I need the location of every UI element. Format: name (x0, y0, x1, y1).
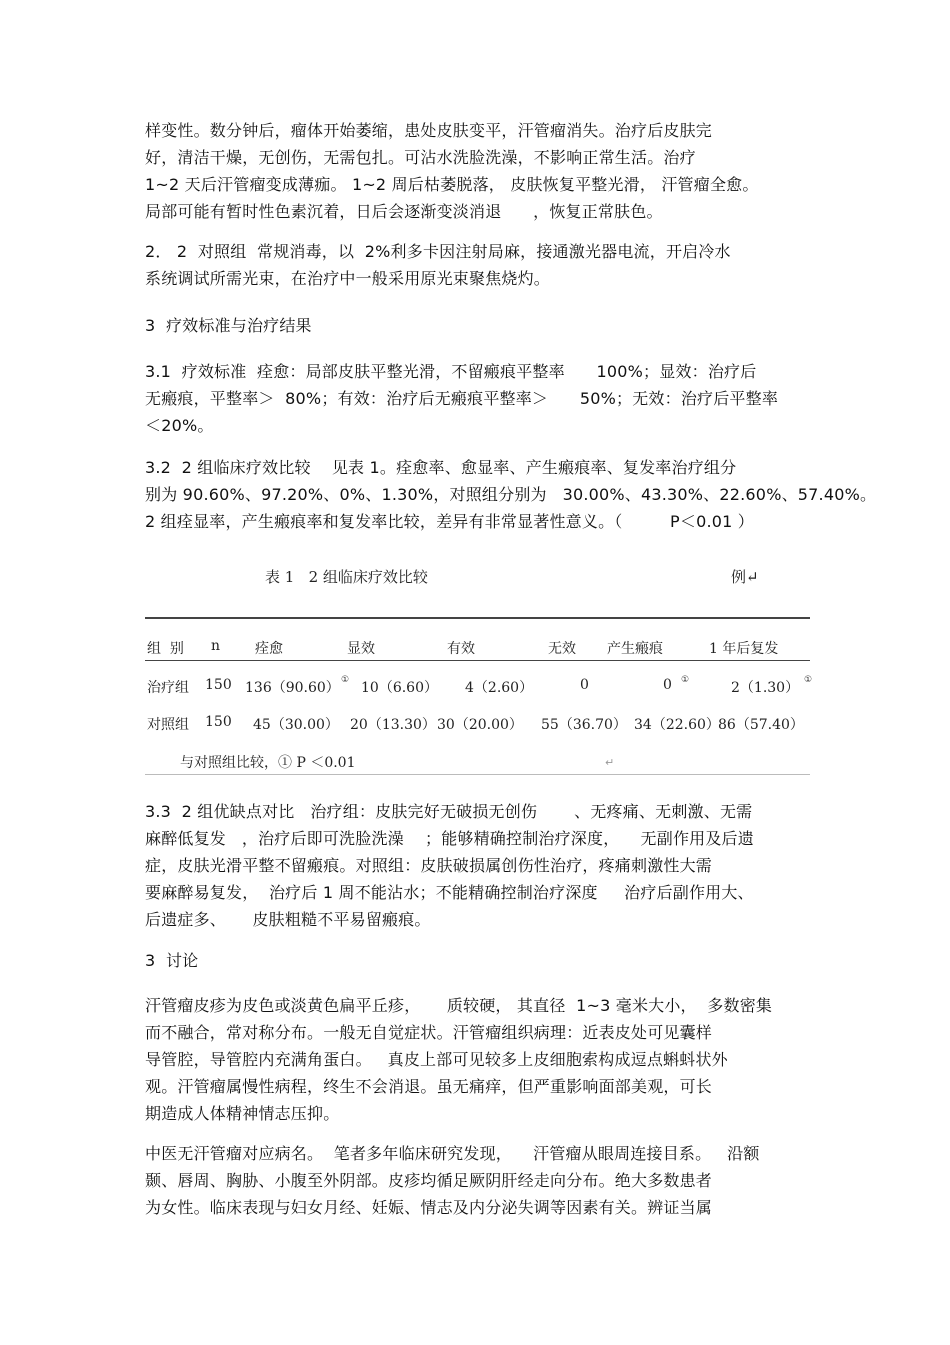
cell-scar: 0 (663, 677, 672, 693)
header-n: n (211, 638, 221, 654)
paragraph-line: 3.3 2 组优缺点对比 治疗组：皮肤完好无破损无创伤 、无疼痛、无刺激、无需 (145, 802, 753, 821)
table-top-rule (145, 617, 810, 619)
paragraph-line: 后遗症多、 皮肤粗糙不平易留瘢痕。 (145, 910, 431, 929)
significance-mark: ① (804, 675, 813, 685)
header-cured: 痊愈 (255, 641, 283, 657)
paragraph-line: 导管腔，导管腔内充满角蛋白。 真皮上部可见较多上皮细胞索构成逗点蝌蚪状外 (145, 1050, 728, 1069)
cell-recurrence: 2（1.30） (731, 680, 800, 696)
paragraph-line: 观。汗管瘤属慢性病程，终生不会消退。虽无痛痒，但严重影响面部美观，可长 (145, 1077, 713, 1096)
cell-n: 150 (205, 714, 232, 730)
paragraph-line: 好，清洁干燥，无创伤，无需包扎。可沾水洗脸洗澡，不影响正常生活。治疗 (145, 148, 696, 167)
cell-ineffective: 0 (580, 677, 589, 693)
paragraph-return-mark: ↵ (605, 756, 615, 769)
cell-effective: 30（20.00） (437, 717, 523, 733)
header-scar: 产生瘢痕 (607, 641, 663, 657)
cell-cured: 136（90.60） (245, 680, 340, 696)
cell-ineffective: 55（36.70） (541, 717, 627, 733)
cell-recurrence: 86（57.40） (718, 717, 804, 733)
paragraph-line: 期造成人体精神情志压抑。 (145, 1104, 340, 1123)
cell-scar: 34（22.60） (634, 717, 720, 733)
paragraph-line: 3.1 疗效标准 痊愈：局部皮肤平整光滑，不留瘢痕平整率 100%；显效：治疗后 (145, 362, 757, 381)
cell-marked: 10（6.60） (361, 680, 438, 696)
paragraph-line: 汗管瘤皮疹为皮色或淡黄色扁平丘疹， 质较硬， 其直径 1~3 毫米大小， 多数密集 (145, 996, 773, 1015)
paragraph-line: 2． 2 对照组 常规消毒，以 2%利多卡因注射局麻，接通激光器电流，开启冷水 (145, 242, 731, 261)
table-header-rule (145, 660, 810, 661)
paragraph-line: 局部可能有暂时性色素沉着，日后会逐渐变淡消退 ，恢复正常肤色。 (145, 202, 663, 221)
section-heading: 3 讨论 (145, 951, 199, 970)
header-marked: 显效 (347, 641, 375, 657)
table-footnote: 与对照组比较，① P ＜0.01 (180, 755, 356, 771)
section-heading: 3 疗效标准与治疗结果 (145, 316, 312, 335)
paragraph-line: 颞、唇周、胸胁、小腹至外阴部。皮疹均循足厥阴肝经走向分布。绝大多数患者 (145, 1171, 713, 1190)
paragraph-line: 别为 90.60%、97.20%、0%、1.30%，对照组分别为 30.00%、43.30%、22.60%、57.40%。 (145, 485, 877, 504)
paragraph-line: 1~2 天后汗管瘤变成薄痂。 1~2 周后枯萎脱落， 皮肤恢复平整光滑， 汗管瘤全愈。 (145, 175, 759, 194)
header-group: 组 别 (147, 641, 184, 657)
paragraph-line: 为女性。临床表现与妇女月经、妊娠、情志及内分泌失调等因素有关。辨证当属 (145, 1198, 713, 1217)
cell-cured: 45（30.00） (253, 717, 339, 733)
paragraph-line: ＜20%。 (145, 416, 214, 435)
paragraph-line: 无瘢痕，平整率＞ 80%；有效：治疗后无瘢痕平整率＞ 50%；无效：治疗后平整率 (145, 389, 779, 408)
paragraph-line: 而不融合，常对称分布。一般无自觉症状。汗管瘤组织病理：近表皮处可见囊样 (145, 1023, 713, 1042)
paragraph-line: 系统调试所需光束，在治疗中一般采用原光束聚焦烧灼。 (145, 269, 551, 288)
cell-n: 150 (205, 677, 232, 693)
cell-group: 治疗组 (147, 680, 189, 696)
paragraph-line: 要麻醉易复发， 治疗后 1 周不能沾水；不能精确控制治疗深度 治疗后副作用大、 (145, 883, 754, 902)
significance-mark: ① (681, 675, 690, 685)
paragraph-line: 3.2 2 组临床疗效比较 见表 1。痊愈率、愈显率、产生瘢痕率、复发率治疗组分 (145, 458, 737, 477)
header-effective: 有效 (447, 641, 475, 657)
significance-mark: ① (341, 675, 350, 685)
header-ineffective: 无效 (548, 641, 576, 657)
paragraph-line: 麻醉低复发 ，治疗后即可洗脸洗澡 ；能够精确控制治疗深度， 无副作用及后遗 (145, 829, 754, 848)
table-bottom-rule (145, 774, 810, 775)
paragraph-line: 症，皮肤光滑平整不留瘢痕。对照组：皮肤破损属创伤性治疗，疼痛刺激性大需 (145, 856, 713, 875)
cell-group: 对照组 (147, 717, 189, 733)
paragraph-line: 2 组痊显率，产生瘢痕率和复发率比较，差异有非常显著性意义。（ P＜0.01 ） (145, 512, 754, 531)
paragraph-line: 样变性。数分钟后，瘤体开始萎缩，患处皮肤变平，汗管瘤消失。治疗后皮肤完 (145, 121, 713, 140)
paragraph-line: 中医无汗管瘤对应病名。 笔者多年临床研究发现， 汗管瘤从眼周连接目系。 沿额 (145, 1144, 760, 1163)
cell-effective: 4（2.60） (465, 680, 534, 696)
table-caption: 表 1 2 组临床疗效比较 (265, 568, 428, 586)
cell-marked: 20（13.30） (350, 717, 436, 733)
header-recurrence: 1 年后复发 (709, 641, 779, 657)
table-unit-label: 例↵ (731, 568, 759, 586)
